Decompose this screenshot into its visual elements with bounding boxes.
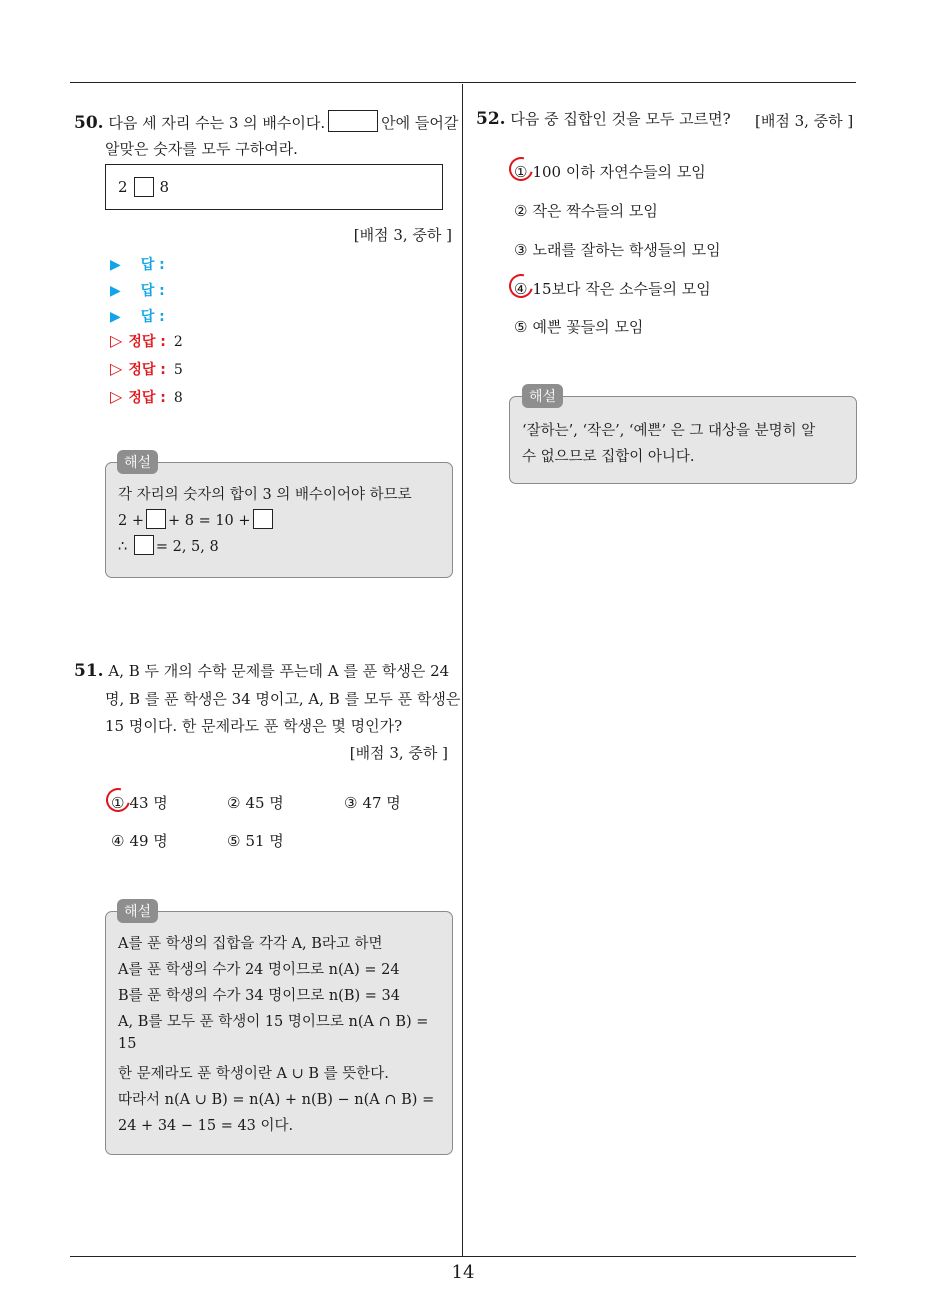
q50-text-b: 안에 들어갈 xyxy=(381,114,459,132)
q51-number: 51. xyxy=(74,661,104,681)
q50-digit-left: 2 xyxy=(118,178,128,196)
q50-number-box xyxy=(105,164,443,210)
q51-choice-3[interactable] xyxy=(344,792,401,813)
therefore-symbol: ∴ xyxy=(118,539,128,555)
q50-line1 xyxy=(74,110,458,133)
q51-expl-line: A를 푼 학생의 집합을 각각 A, B라고 하면 xyxy=(118,936,383,952)
q51-score: [배점 3, 중하 ] xyxy=(349,744,448,762)
choice-text: 작은 짝수들의 모임 xyxy=(532,202,658,220)
q51-choice-1[interactable] xyxy=(111,792,168,813)
choice-text: 51 명 xyxy=(245,832,284,850)
q51-choice-4[interactable] xyxy=(111,830,168,851)
q52-line1 xyxy=(476,108,731,129)
answer-arrow-icon: ▶ xyxy=(110,309,121,325)
column-divider xyxy=(462,84,463,1256)
choice-text: 100 이하 자연수들의 모임 xyxy=(532,163,706,181)
q51-expl-line: 한 문제라도 푼 학생이란 A ∪ B 를 뜻한다. xyxy=(118,1066,389,1082)
choice-text: 49 명 xyxy=(129,832,168,850)
answer-label: 답 : xyxy=(140,257,165,273)
correct-arrow-icon: ▷ xyxy=(110,331,123,350)
choice-text: 45 명 xyxy=(245,794,284,812)
q50-correct-1 xyxy=(110,331,183,351)
answer-label: 답 : xyxy=(140,309,165,325)
q51-line1 xyxy=(74,660,449,681)
q52-choice-1[interactable] xyxy=(514,161,706,182)
q50-expl-blank xyxy=(146,509,166,529)
correct-value: 5 xyxy=(173,362,183,378)
answer-arrow-icon: ▶ xyxy=(110,257,121,273)
q50-answer-3 xyxy=(110,306,165,326)
q50-expl-line3 xyxy=(118,535,219,555)
choice-text: 예쁜 꽃들의 모임 xyxy=(532,318,644,336)
q51-text-1: A, B 두 개의 수학 문제를 푸는데 A 를 푼 학생은 24 xyxy=(108,662,450,680)
choice-number: ④ xyxy=(514,280,528,298)
q50-correct-2 xyxy=(110,359,183,379)
q51-choice-5[interactable] xyxy=(227,830,284,851)
q50-expl-line2-b: + 8 = 10 + xyxy=(167,513,251,529)
choice-number: ① xyxy=(514,163,528,181)
correct-arrow-icon: ▷ xyxy=(110,359,123,378)
choice-number: ④ xyxy=(111,832,125,850)
q50-expl-blank xyxy=(134,535,154,555)
q51-explanation xyxy=(105,911,453,1155)
correct-value: 2 xyxy=(173,334,183,350)
q51-explanation-tag: 해설 xyxy=(117,899,158,923)
q52-expl-line: ‘잘하는’, ‘작은’, ‘예쁜’ 은 그 대상을 분명히 알 xyxy=(522,423,816,439)
q50-explanation xyxy=(105,462,453,578)
q51-expl-line: A, B를 모두 푼 학생이 15 명이므로 n(A ∩ B) = xyxy=(118,1014,429,1030)
q51-expl-line: A를 푼 학생의 수가 24 명이므로 n(A) = 24 xyxy=(118,962,400,978)
q50-expl-line2 xyxy=(118,509,275,529)
choice-number: ⑤ xyxy=(514,318,528,336)
q52-explanation-tag: 해설 xyxy=(522,384,563,408)
q50-text-a: 다음 세 자리 수는 3 의 배수이다. xyxy=(108,114,326,132)
q52-explanation xyxy=(509,396,857,484)
q51-expl-line: 24 + 34 − 15 = 43 이다. xyxy=(118,1118,294,1134)
choice-number: ③ xyxy=(514,241,528,259)
correct-label: 정답 : xyxy=(128,362,166,378)
q50-line2: 알맞은 숫자를 모두 구하여라. xyxy=(105,140,298,158)
choice-number: ② xyxy=(514,202,528,220)
bottom-rule xyxy=(70,1256,856,1257)
q52-text: 다음 중 집합인 것을 모두 고르면? xyxy=(510,110,731,128)
q51-choice-2[interactable] xyxy=(227,792,284,813)
q51-expl-line: B를 푼 학생의 수가 34 명이므로 n(B) = 34 xyxy=(118,988,400,1004)
choice-text: 15보다 작은 소수들의 모임 xyxy=(532,280,711,298)
choice-text: 노래를 잘하는 학생들의 모임 xyxy=(532,241,721,259)
q52-number: 52. xyxy=(476,109,506,129)
q52-choice-4[interactable] xyxy=(514,278,711,299)
top-rule xyxy=(70,82,856,83)
q50-expl-line3-b: = 2, 5, 8 xyxy=(155,539,219,555)
choice-number: ③ xyxy=(344,794,358,812)
q51-expl-line: 15 xyxy=(118,1036,137,1052)
q50-answer-2 xyxy=(110,280,165,300)
answer-label: 답 : xyxy=(140,283,165,299)
correct-value: 8 xyxy=(173,390,183,406)
correct-arrow-icon: ▷ xyxy=(110,387,123,406)
choice-number: ② xyxy=(227,794,241,812)
q50-answer-1 xyxy=(110,254,165,274)
q50-blank-box xyxy=(328,110,378,132)
choice-text: 47 명 xyxy=(362,794,401,812)
q52-expl-line: 수 없으므로 집합이 아니다. xyxy=(522,449,695,465)
q52-choice-3[interactable] xyxy=(514,239,721,260)
correct-label: 정답 : xyxy=(128,390,166,406)
q50-correct-3 xyxy=(110,387,183,407)
q52-choice-5[interactable] xyxy=(514,316,643,337)
choice-number: ① xyxy=(111,794,125,812)
q50-expl-line2-a: 2 + xyxy=(118,513,144,529)
correct-label: 정답 : xyxy=(128,334,166,350)
q51-line3: 15 명이다. 한 문제라도 푼 학생은 몇 명인가? xyxy=(105,717,403,735)
choice-text: 43 명 xyxy=(129,794,168,812)
q50-digit-blank xyxy=(134,177,154,197)
q52-score: [배점 3, 중하 ] xyxy=(755,112,854,130)
q51-line2: 명, B 를 푼 학생은 34 명이고, A, B 를 모두 푼 학생은 xyxy=(105,690,461,708)
q50-digit-right: 8 xyxy=(159,178,170,196)
q50-score: [배점 3, 중하 ] xyxy=(353,226,452,244)
q50-expl-line1: 각 자리의 숫자의 합이 3 의 배수이어야 하므로 xyxy=(118,487,412,503)
choice-number: ⑤ xyxy=(227,832,241,850)
page-number: 14 xyxy=(451,1262,475,1283)
q50-expl-blank xyxy=(253,509,273,529)
q52-choice-2[interactable] xyxy=(514,200,658,221)
q50-number: 50. xyxy=(74,113,104,133)
answer-arrow-icon: ▶ xyxy=(110,283,121,299)
q51-expl-line: 따라서 n(A ∪ B) = n(A) + n(B) − n(A ∩ B) = xyxy=(118,1092,435,1108)
q50-explanation-tag: 해설 xyxy=(117,450,158,474)
